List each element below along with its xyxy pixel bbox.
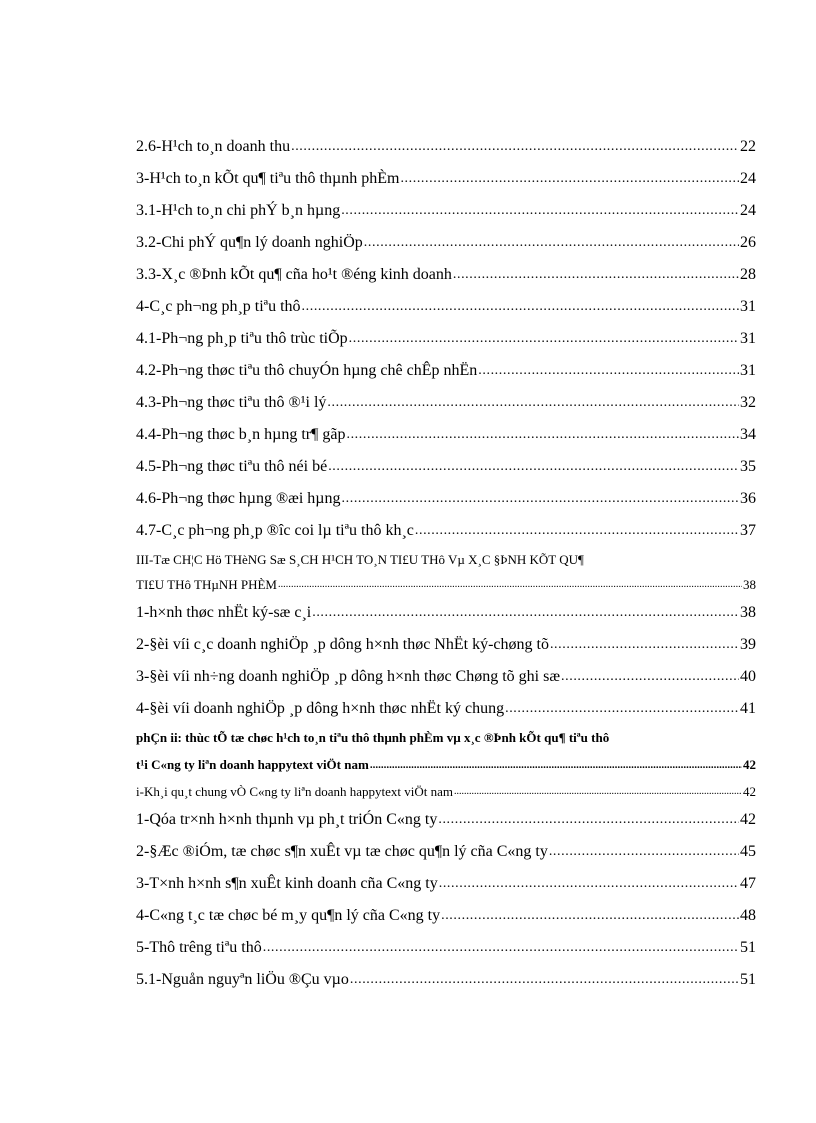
toc-leader-dots <box>478 361 739 381</box>
toc-entry[interactable] <box>136 661 756 693</box>
toc-entry-page: 45 <box>740 843 756 860</box>
toc-leader-dots <box>438 810 739 830</box>
toc-entry[interactable] <box>136 900 756 932</box>
toc-entry[interactable] <box>136 227 756 259</box>
toc-entry-label: 4.7-C¸c ph¬ng ph¸p ®îc coi lµ tiªu thô kh¸c <box>136 522 414 539</box>
toc-entry[interactable] <box>136 195 756 227</box>
toc-entry-page: 36 <box>740 490 756 507</box>
toc-entry-page: 42 <box>743 784 756 799</box>
toc-entry-label: 3.3-X¸c ®Þnh kÕt qu¶ cña ho¹t ®éng kinh doanh <box>136 266 452 283</box>
toc-entry-page: 38 <box>743 577 756 592</box>
toc-entry[interactable] <box>136 629 756 661</box>
toc-leader-dots <box>454 784 742 800</box>
toc-entry-page: 37 <box>740 522 756 539</box>
toc-entry-label: i-Kh¸i qu¸t chung vÒ C«ng ty liªn doanh happytext viÖt nam <box>136 784 453 799</box>
toc-entry-label: t¹i C«ng ty liªn doanh happytext viÖt nam <box>136 757 369 772</box>
toc-leader-dots <box>312 603 739 623</box>
toc-entry-page: 51 <box>740 939 756 956</box>
toc-entry[interactable] <box>136 804 756 836</box>
toc-entry-page: 31 <box>740 330 756 347</box>
toc-entry-page: 47 <box>740 875 756 892</box>
toc-entry-label: 3.2-Chi phÝ qu¶n lý doanh nghiÖp <box>136 234 363 251</box>
toc-entry-label: 1-Qóa tr×nh h×nh thµnh vµ ph¸t triÓn C«ng ty <box>136 811 438 828</box>
toc-leader-dots <box>561 667 739 687</box>
toc-entry-label: 5-Thô trêng tiªu thô <box>136 939 262 956</box>
toc-entry-page: 26 <box>740 234 756 251</box>
toc-leader-dots <box>278 577 742 593</box>
toc-entry[interactable] <box>136 163 756 195</box>
toc-entry-page: 51 <box>740 971 756 988</box>
toc-entry-label: 2-§èi víi c¸c doanh nghiÖp ¸p dông h×nh thøc NhËt ký-chøng tõ <box>136 636 549 653</box>
toc-entry[interactable] <box>136 323 756 355</box>
toc-leader-dots <box>453 265 739 285</box>
toc-entry[interactable] <box>136 932 756 964</box>
toc-entry[interactable] <box>136 750 756 777</box>
toc-entry-label: 4.6-Ph¬ng thøc hµng ®æi hµng <box>136 490 341 507</box>
toc-leader-dots <box>350 970 739 990</box>
toc-entry-page: 42 <box>740 811 756 828</box>
toc-leader-dots <box>349 329 739 349</box>
toc-leader-dots <box>370 757 742 773</box>
toc-entry-label: 4-§èi víi doanh nghiÖp ¸p dông h×nh thøc nhËt ký chung <box>136 700 505 717</box>
toc-entry[interactable] <box>136 964 756 996</box>
toc-entry-label: TI£U THô THµNH PHÈM <box>136 577 277 592</box>
toc-leader-dots <box>263 938 739 958</box>
toc-entry-page: 24 <box>740 170 756 187</box>
toc-entry-page: 48 <box>740 907 756 924</box>
toc-entry-page: 39 <box>740 636 756 653</box>
toc-leader-dots <box>328 457 739 477</box>
toc-entry-page: 32 <box>740 394 756 411</box>
table-of-contents <box>136 131 756 996</box>
toc-entry-heading[interactable] <box>136 725 756 750</box>
toc-leader-dots <box>346 425 739 445</box>
toc-leader-dots <box>291 137 739 157</box>
toc-leader-dots <box>400 169 739 189</box>
toc-leader-dots <box>302 297 739 317</box>
toc-entry-page: 35 <box>740 458 756 475</box>
toc-entry-label: 4-C«ng t¸c tæ chøc bé m¸y qu¶n lý cña C«ng ty <box>136 907 441 924</box>
toc-entry-label: 3-T×nh h×nh s¶n xuÊt kinh doanh cña C«ng ty <box>136 875 438 892</box>
toc-entry[interactable] <box>136 259 756 291</box>
toc-entry-label: III-Tæ CH¦C Hö THèNG Sæ S¸CH H¹CH TO¸N TI£U THô Vµ X¸C §ÞNH KÕT QU¶ <box>136 552 584 567</box>
toc-entry-page: 38 <box>740 604 756 621</box>
toc-entry[interactable] <box>136 131 756 163</box>
toc-leader-dots <box>505 699 739 719</box>
toc-entry-label: 3.1-H¹ch to¸n chi phÝ b¸n hµng <box>136 202 341 219</box>
toc-entry-label: 4.5-Ph¬ng thøc tiªu thô néi bé <box>136 458 328 475</box>
toc-leader-dots <box>342 489 739 509</box>
toc-entry-label: 4.1-Ph¬ng ph¸p tiªu thô trùc tiÕp <box>136 330 348 347</box>
toc-leader-dots <box>441 906 739 926</box>
toc-entry[interactable] <box>136 451 756 483</box>
toc-entry[interactable] <box>136 483 756 515</box>
toc-entry-page: 31 <box>740 298 756 315</box>
toc-entry[interactable] <box>136 777 756 804</box>
toc-entry-label: 4-C¸c ph¬ng ph¸p tiªu thô <box>136 298 301 315</box>
toc-entry-heading[interactable] <box>136 547 756 572</box>
toc-entry-page: 42 <box>743 757 756 772</box>
toc-entry-label: 1-h×nh thøc nhËt ký-sæ c¸i <box>136 604 312 621</box>
toc-leader-dots <box>550 635 739 655</box>
toc-entry-page: 40 <box>740 668 756 685</box>
toc-leader-dots <box>327 393 739 413</box>
toc-entry-label: 2.6-H¹ch to¸n doanh thu <box>136 138 291 155</box>
toc-entry[interactable] <box>136 693 756 725</box>
toc-leader-dots <box>364 233 739 253</box>
toc-entry-label: 4.4-Ph¬ng thøc b¸n hµng tr¶ gãp <box>136 426 346 443</box>
toc-entry-label: 3-§èi víi nh÷ng doanh nghiÖp ¸p dông h×nh thøc Chøng tõ ghi sæ <box>136 668 561 685</box>
toc-entry-label: phÇn ii: thùc tÕ tæ chøc h¹ch to¸n tiªu thô thµnh phÈm vµ x¸c ®Þnh kÕt qu¶ tiªu thô <box>136 730 610 745</box>
toc-entry[interactable] <box>136 419 756 451</box>
toc-entry[interactable] <box>136 597 756 629</box>
toc-entry-page: 28 <box>740 266 756 283</box>
toc-entry-label: 5.1-Nguån nguyªn liÖu ®Çu vµo <box>136 971 349 988</box>
toc-leader-dots <box>341 201 739 221</box>
toc-entry[interactable] <box>136 515 756 547</box>
toc-entry-label: 2-§Æc ®iÓm, tæ chøc s¶n xuÊt vµ tæ chøc qu¶n lý cña C«ng ty <box>136 843 548 860</box>
toc-entry-page: 24 <box>740 202 756 219</box>
toc-entry[interactable] <box>136 387 756 419</box>
toc-entry[interactable] <box>136 291 756 323</box>
toc-entry-label: 3-H¹ch to¸n kÕt qu¶ tiªu thô thµnh phÈm <box>136 170 400 187</box>
toc-entry-label: 4.2-Ph¬ng thøc tiªu thô chuyÓn hµng chê chÊp nhËn <box>136 362 478 379</box>
toc-entry-page: 41 <box>740 700 756 717</box>
toc-leader-dots <box>439 874 739 894</box>
toc-entry-page: 22 <box>740 138 756 155</box>
toc-entry[interactable] <box>136 355 756 387</box>
toc-entry-page: 34 <box>740 426 756 443</box>
toc-leader-dots <box>415 521 739 541</box>
toc-entry-label: 4.3-Ph¬ng thøc tiªu thô ®¹i lý <box>136 394 327 411</box>
toc-entry[interactable] <box>136 572 756 597</box>
toc-entry[interactable] <box>136 836 756 868</box>
toc-leader-dots <box>549 842 739 862</box>
toc-entry-page: 31 <box>740 362 756 379</box>
toc-entry[interactable] <box>136 868 756 900</box>
